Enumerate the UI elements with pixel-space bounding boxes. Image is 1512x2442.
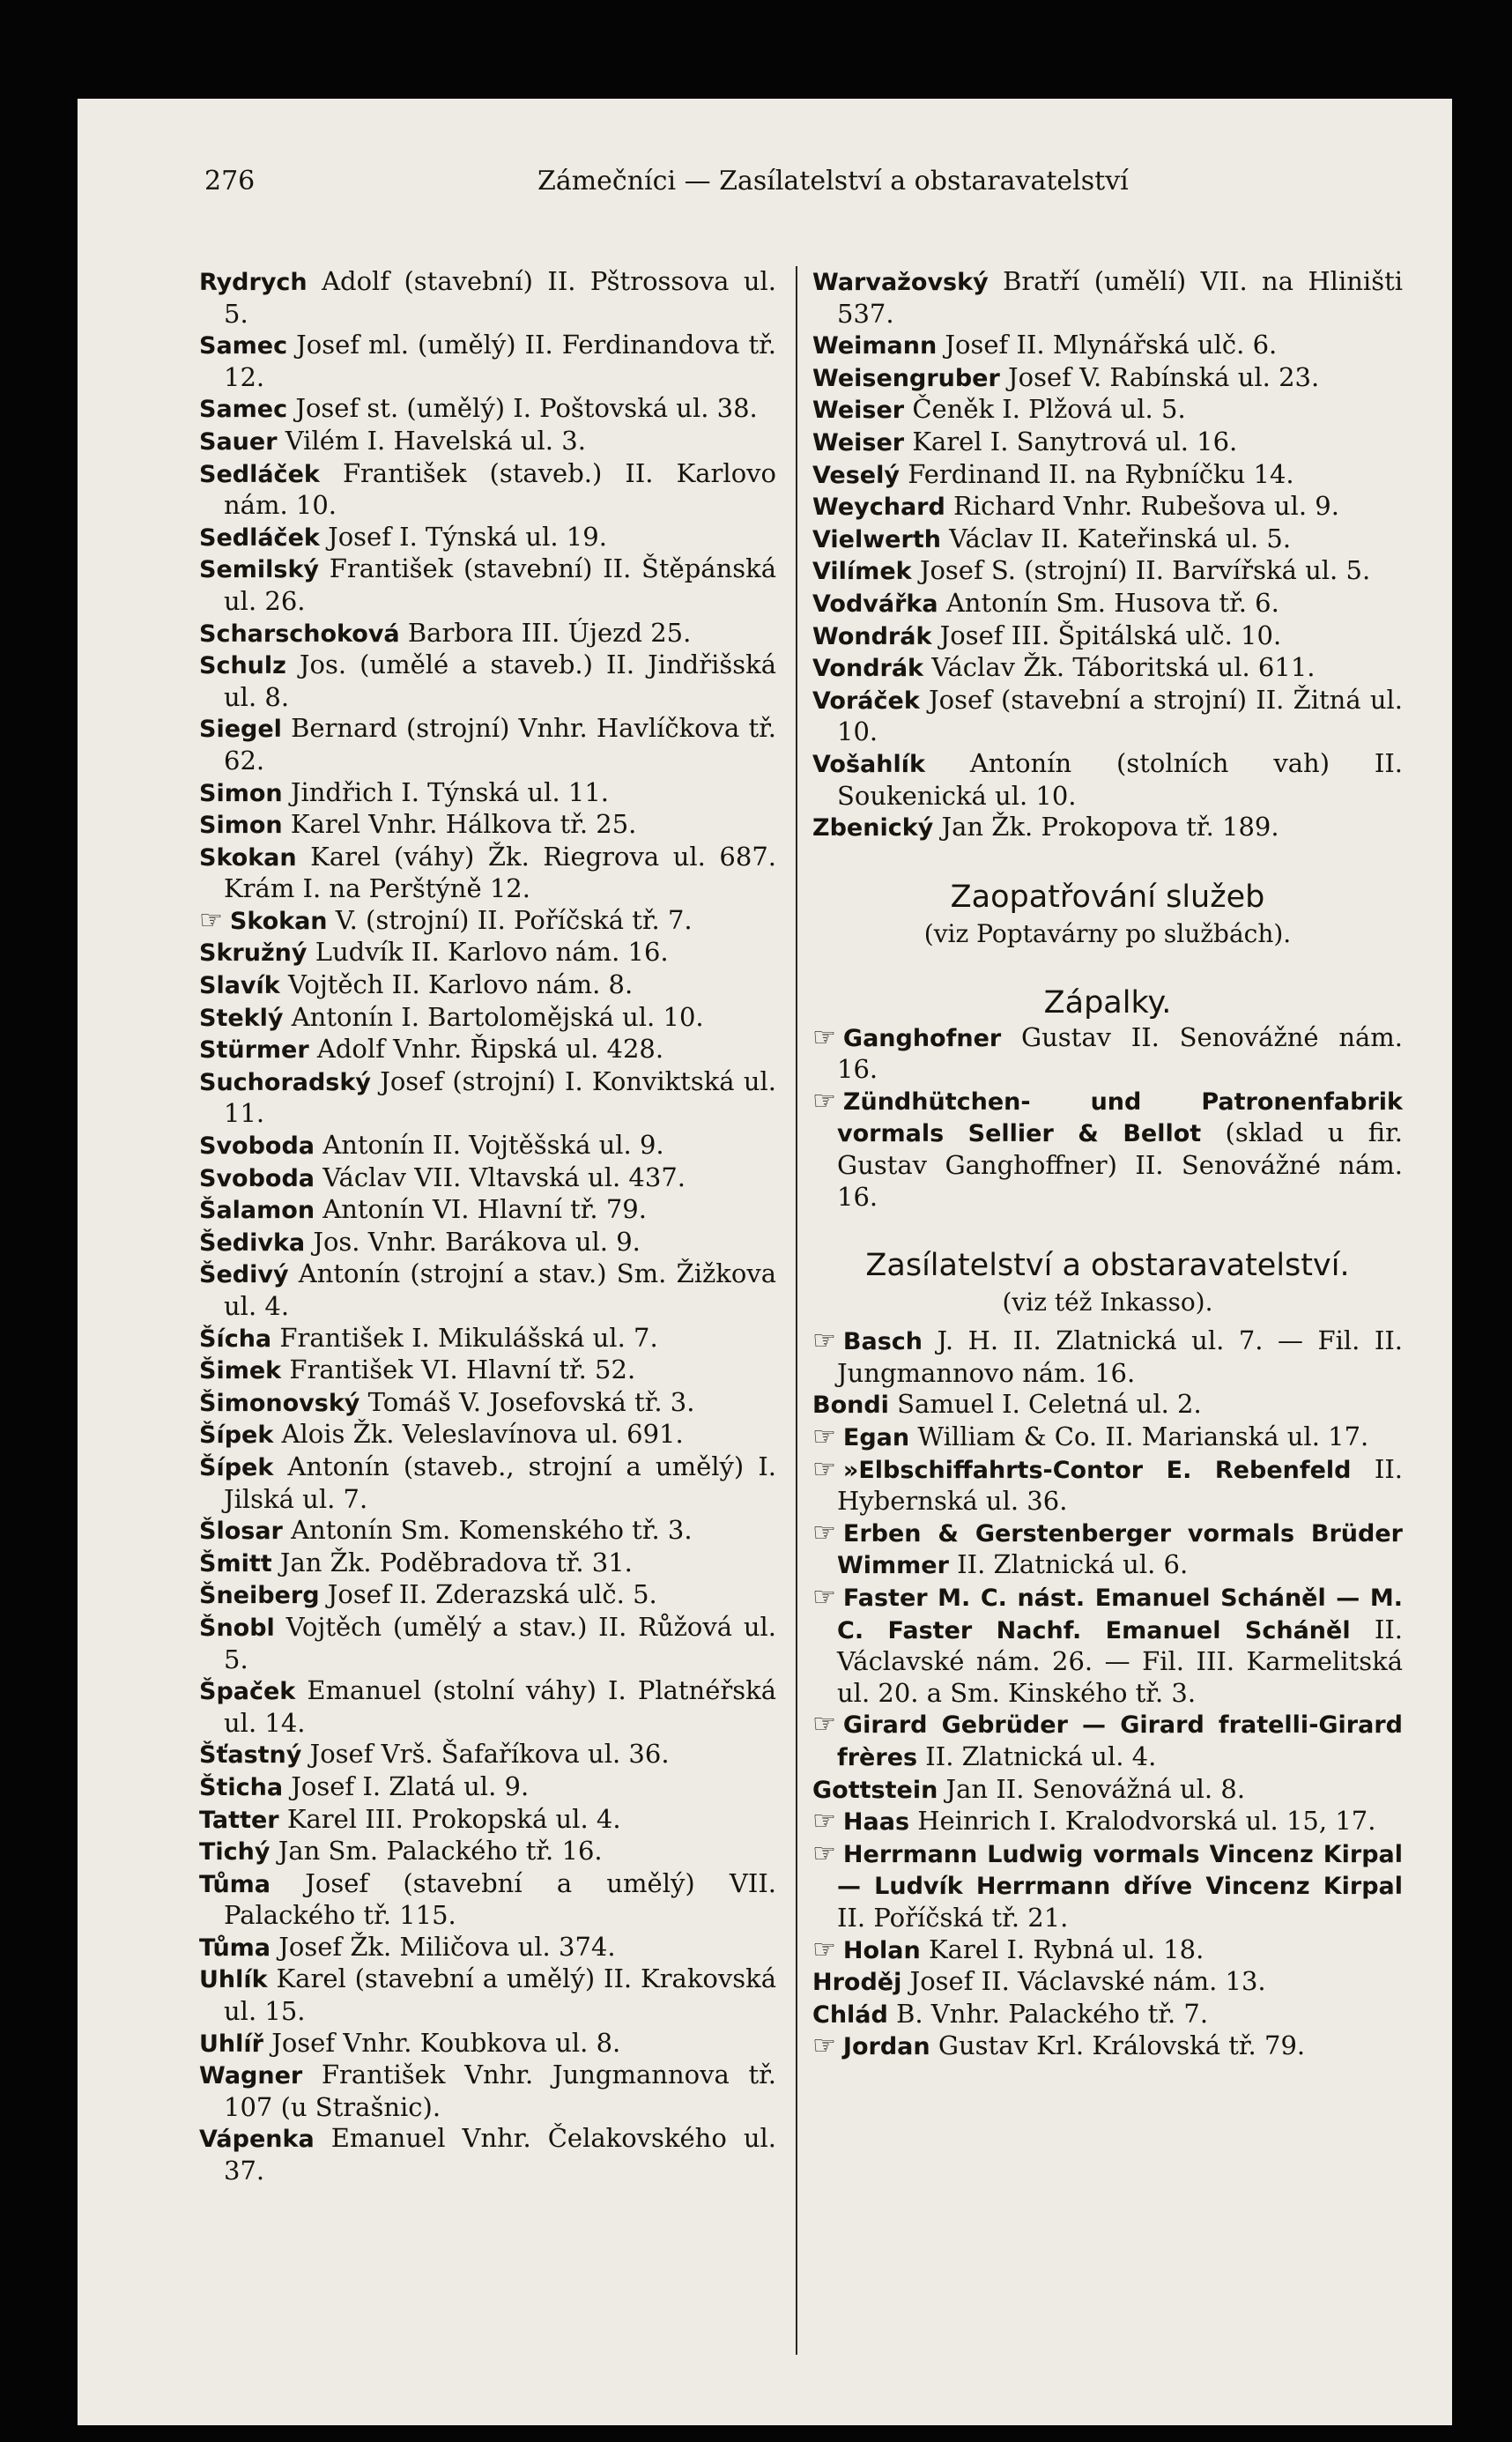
entry-name: Wagner (199, 2062, 303, 2090)
entry-name: Haas (842, 1808, 910, 1837)
entry-details: B. Vnhr. Palackého tř. 7. (896, 1998, 1209, 2029)
entry-details: Josef Vnhr. Koubkova ul. 8. (271, 2027, 621, 2058)
entry-name: Slavík (199, 972, 280, 1000)
entry-details: Josef (stavební a umělý) VII. Palackého tř. 115. (224, 1867, 777, 1931)
directory-entry (812, 555, 1403, 588)
entry-name: Šticha (199, 1773, 284, 1801)
entry-details: II. Václavské nám. 26. — Fil. III. Karmelitská ul. 20. a Sm. Kinského tř. 3. (837, 1614, 1403, 1708)
entry-name: Sedláček (199, 523, 320, 552)
entry-details: Antonín VI. Hlavní tř. 79. (322, 1194, 647, 1225)
directory-entry (812, 1838, 1403, 1934)
entry-details: František VI. Hlavní tř. 52. (289, 1355, 636, 1385)
directory-entry (812, 748, 1403, 812)
directory-entry (812, 459, 1403, 492)
entry-details: Václav Žk. Táboritská ul. 611. (931, 652, 1316, 683)
section-heading: Zápalky. (1043, 984, 1172, 1021)
directory-entry (199, 1258, 776, 1322)
directory-entry (199, 1804, 776, 1837)
entry-details: Josef S. (strojní) II. Barvířská ul. 5. (919, 555, 1371, 586)
directory-entry (199, 2123, 776, 2186)
directory-entry (199, 1227, 776, 1259)
entry-details: František (stavební) II. Štěpánská ul. 26. (224, 553, 776, 616)
directory-entry (199, 1579, 776, 1612)
entry-name: Šícha (199, 1325, 272, 1353)
column-divider (796, 266, 797, 2355)
entry-name: Vodvářka (812, 590, 938, 618)
directory-entry (812, 1999, 1403, 2031)
entry-name: Herrmann Ludwig vormals Vincenz Kirpal — Ludvík Herrmann dříve Vincenz Kirpal (837, 1840, 1403, 1901)
entry-name: Erben & Gerstenberger vormals Brüder Wimmer (837, 1519, 1403, 1580)
entry-details: (sklad u fir. Gustav Ganghoffner) II. Senovážné nám. 16. (837, 1117, 1404, 1212)
directory-entry (812, 812, 1403, 844)
entry-name: »Elbschiffahrts-Contor E. Rebenfeld (842, 1456, 1352, 1484)
directory-entry (812, 1454, 1403, 1518)
entry-details: Emanuel Vnhr. Čelakovského ul. 37. (224, 2123, 776, 2186)
directory-entry (199, 1771, 776, 1804)
entry-name: Faster M. C. nást. Emanuel Scháněl — M. C. Faster Nachf. Emanuel Scháněl (837, 1585, 1403, 1644)
entry-name: Tichý (199, 1838, 271, 1867)
entry-name: Uhlík (199, 1966, 268, 1994)
directory-entry (199, 1002, 776, 1035)
section-heading: Zasílatelství a obstaravatelství. (865, 1248, 1350, 1284)
entry-name: Sauer (199, 427, 278, 456)
entry-details: Josef V. Rabínská ul. 23. (1008, 361, 1320, 392)
entry-name: Egan (842, 1424, 910, 1452)
directory-entry (199, 1419, 776, 1451)
entry-name: Stürmer (199, 1036, 309, 1065)
entry-details: Ferdinand II. na Rybníčku 14. (908, 458, 1294, 489)
entry-name: Šneiberg (199, 1582, 320, 1610)
entry-details: Bernard (strojní) Vnhr. Havlíčkova tř. 62. (224, 713, 777, 776)
entry-details: Antonín Sm. Komenského tř. 3. (291, 1515, 693, 1546)
directory-entry (812, 1966, 1403, 1999)
entry-details: Jindřich I. Týnská ul. 11. (290, 776, 610, 807)
directory-entry (199, 1355, 776, 1387)
entry-name: Warvažovský (812, 269, 989, 296)
directory-entry (199, 842, 776, 905)
entry-name: Šlosar (199, 1518, 283, 1546)
pointing-hand-icon: ☞ (812, 1806, 836, 1837)
directory-entry (199, 1066, 776, 1130)
page-title: Zámečníci — Zasílatelství a obstaravatelství (537, 166, 1129, 197)
entry-details: Karel III. Prokopská ul. 4. (286, 1803, 621, 1834)
directory-entry (199, 1612, 776, 1675)
directory-entry (199, 809, 776, 842)
entry-name: Zündhütchen- und Patronenfabrik vormals Sellier & Bellot (837, 1087, 1403, 1148)
entry-name: Tatter (199, 1806, 279, 1834)
entry-name: Ganghofner (842, 1024, 1002, 1052)
pointing-hand-icon: ☞ (812, 1517, 836, 1548)
section-zasilatelstvi (812, 1246, 1403, 1318)
entry-details: František (staveb.) II. Karlovo nám. 10. (224, 457, 776, 521)
directory-entry (199, 426, 776, 458)
entry-details: Josef II. Václavské nám. 13. (909, 1966, 1266, 1997)
directory-entry (812, 1518, 1403, 1582)
entry-name: Šalamon (199, 1197, 315, 1225)
entry-name: Hroděj (812, 1969, 902, 1997)
directory-entry (199, 1963, 776, 2027)
entry-name: Tůma (199, 1870, 271, 1898)
entry-name: Skokan (199, 843, 297, 872)
directory-entry (812, 2030, 1403, 2063)
entry-details: Antonín I. Bartolomějská ul. 10. (291, 1001, 704, 1032)
entry-details: Čeněk I. Plžová ul. 5. (912, 394, 1186, 425)
directory-entry (199, 1739, 776, 1771)
entry-name: Gottstein (812, 1776, 938, 1804)
directory-entry (199, 969, 776, 1002)
entry-name: Holan (842, 1936, 921, 1964)
section-zaopatrovani (812, 878, 1403, 950)
entry-details: Antonín (staveb., strojní a umělý) I. Jilská ul. 7. (224, 1451, 777, 1514)
entry-name: Weiser (812, 397, 905, 425)
entry-name: Skružný (199, 939, 308, 968)
entry-details: Antonín (strojní a stav.) Sm. Žižkova ul. 4. (224, 1258, 776, 1321)
entry-details: Karel Vnhr. Hálkova tř. 25. (290, 809, 637, 840)
directory-entry (199, 458, 776, 522)
entry-name: Simon (199, 779, 283, 807)
entry-details: Emanuel (stolní váhy) I. Platnéřská ul. 14. (224, 1675, 776, 1738)
entry-name: Jordan (842, 2033, 930, 2061)
directory-entry (199, 713, 776, 776)
pointing-hand-icon: ☞ (812, 1325, 836, 1357)
directory-entry (199, 1515, 776, 1548)
entry-details: Josef I. Týnská ul. 19. (328, 521, 607, 552)
entry-details: II. Zlatnická ul. 4. (925, 1741, 1157, 1771)
pointing-hand-icon: ☞ (812, 1085, 836, 1117)
zapalky-entries (812, 1022, 1403, 1214)
pointing-hand-icon: ☞ (199, 904, 223, 936)
directory-entry (812, 652, 1403, 685)
right-entries (812, 266, 1403, 844)
directory-entry (812, 1421, 1403, 1454)
directory-entry (812, 427, 1403, 459)
entry-name: Wondrák (812, 622, 932, 650)
directory-entry (199, 649, 776, 713)
entry-details: Gustav II. Senovážné nám. 16. (837, 1021, 1404, 1085)
entry-details: Jan Žk. Poděbradova tř. 31. (279, 1547, 633, 1577)
entry-name: Weimann (812, 332, 938, 360)
directory-entry (199, 1162, 776, 1195)
directory-entry (812, 1774, 1403, 1807)
directory-entry (812, 1389, 1403, 1421)
directory-entry (812, 394, 1403, 427)
entry-name: Voráček (812, 687, 920, 715)
entry-name: Weychard (812, 494, 945, 522)
section-heading: Zaopatřování služeb (950, 879, 1265, 915)
pointing-hand-icon: ☞ (812, 1021, 836, 1053)
directory-entry (812, 1709, 1403, 1773)
pointing-hand-icon: ☞ (812, 2030, 836, 2062)
directory-entry (199, 1130, 776, 1162)
directory-entry (199, 905, 776, 938)
entry-name: Svoboda (199, 1164, 315, 1192)
entry-name: Bondi (812, 1392, 889, 1420)
entry-name: Sedláček (199, 460, 320, 488)
directory-entry (199, 1323, 776, 1355)
directory-entry (199, 2028, 776, 2060)
entry-details: Jos. Vnhr. Barákova ul. 9. (313, 1226, 641, 1257)
entry-name: Tůma (199, 1934, 271, 1962)
directory-entry (812, 362, 1403, 395)
pointing-hand-icon: ☞ (812, 1934, 836, 1965)
directory-entry (199, 1194, 776, 1227)
entry-details: Gustav Krl. Královská tř. 79. (938, 2030, 1306, 2061)
entry-details: Karel (stavební a umělý) II. Krakovská ul. 15. (224, 1963, 776, 2027)
entry-details: Vojtěch II. Karlovo nám. 8. (287, 969, 634, 1000)
entry-name: Šípek (199, 1453, 274, 1481)
entry-details: Samuel I. Celetná ul. 2. (897, 1389, 1202, 1420)
directory-entry (812, 1086, 1403, 1213)
entry-name: Vondrák (812, 655, 924, 683)
pointing-hand-icon: ☞ (812, 1421, 836, 1453)
entry-details: Josef Vrš. Šafaříkova ul. 36. (309, 1739, 670, 1770)
entry-details: Josef Žk. Miličova ul. 374. (278, 1931, 616, 1962)
directory-entry (199, 618, 776, 650)
entry-name: Simon (199, 812, 283, 840)
entry-details: II. Poříčská tř. 21. (837, 1902, 1069, 1933)
entry-name: Suchoradský (199, 1068, 371, 1096)
entry-details: Vojtěch (umělý a stav.) II. Růžová ul. 5. (224, 1611, 777, 1674)
entry-name: Vošahlík (812, 750, 925, 778)
entry-name: Scharschoková (199, 620, 400, 648)
entry-name: Šmitt (199, 1549, 272, 1577)
entry-details: Tomáš V. Josefovská tř. 3. (367, 1386, 695, 1417)
entry-name: Vielwerth (812, 525, 941, 553)
entry-name: Svoboda (199, 1132, 315, 1161)
entry-details: Josef (strojní) I. Konviktská ul. 11. (224, 1065, 777, 1129)
entry-name: Weiser (812, 428, 905, 456)
entry-details: Josef III. Špitálská ulč. 10. (939, 620, 1282, 650)
entry-details: II. Hybernská ul. 36. (837, 1453, 1404, 1517)
entry-name: Šťastný (199, 1741, 302, 1770)
directory-entry (199, 1868, 776, 1932)
right-column (812, 266, 1403, 2063)
entry-name: Rydrych (199, 269, 308, 296)
entry-details: J. H. II. Zlatnická ul. 7. — Fil. II. Jungmannovo nám. 16. (837, 1325, 1403, 1388)
directory-entry (199, 1387, 776, 1420)
entry-name: Šípek (199, 1421, 274, 1450)
entry-details: William & Co. II. Marianská ul. 17. (917, 1421, 1369, 1452)
entry-details: Richard Vnhr. Rubešova ul. 9. (953, 491, 1339, 522)
directory-entry (199, 1034, 776, 1066)
entry-details: František Vnhr. Jungmannova tř. 107 (u Strašnic). (224, 2060, 777, 2122)
entry-details: Heinrich I. Kralodvorská ul. 15, 17. (917, 1806, 1376, 1837)
entry-details: Antonín II. Vojtěšská ul. 9. (322, 1130, 664, 1161)
entry-name: Samec (199, 332, 288, 360)
entry-details: Jan II. Senovážná ul. 8. (945, 1773, 1246, 1804)
entry-details: Václav VII. Vltavská ul. 437. (322, 1162, 686, 1192)
entry-name: Šedivý (199, 1261, 289, 1289)
entry-details: Josef (stavební a strojní) II. Žitná ul. 10. (837, 684, 1404, 747)
section-note: (viz Poptavárny po službách). (923, 918, 1292, 948)
entry-details: Ludvík II. Karlovo nám. 16. (315, 937, 669, 968)
directory-entry (199, 393, 776, 426)
directory-entry (812, 1582, 1403, 1709)
entry-details: Adolf (stavební) II. Pštrossova ul. 5. (224, 266, 777, 329)
page-number: 276 (204, 166, 256, 197)
entry-details: V. (strojní) II. Poříčská tř. 7. (335, 904, 693, 935)
pointing-hand-icon: ☞ (812, 1453, 836, 1485)
pointing-hand-icon: ☞ (812, 1582, 836, 1613)
directory-entry (199, 266, 776, 330)
entry-details: Adolf Vnhr. Řipská ul. 428. (316, 1034, 664, 1065)
left-column (199, 266, 776, 2187)
entry-name: Šimonovský (199, 1389, 360, 1417)
directory-entry (812, 620, 1403, 653)
section-zapalky (812, 983, 1403, 1022)
directory-entry (199, 330, 776, 393)
entry-name: Špaček (199, 1678, 296, 1706)
entry-details: Karel (váhy) Žk. Riegrova ul. 687. Krám I. na Perštýně 12. (224, 841, 776, 904)
entry-name: Skokan (229, 907, 328, 935)
entry-details: Josef I. Zlatá ul. 9. (291, 1770, 530, 1801)
entry-name: Girard Gebrüder — Girard fratelli-Girard frères (837, 1711, 1403, 1771)
directory-entry (812, 1806, 1403, 1838)
directory-entry (812, 491, 1403, 523)
entry-name: Zbenický (812, 814, 934, 842)
directory-entry (199, 1451, 776, 1515)
entry-name: Schulz (199, 652, 286, 680)
directory-entry (199, 553, 776, 617)
entry-name: Šnobl (199, 1614, 275, 1642)
entry-details: Josef st. (umělý) I. Poštovská ul. 38. (295, 393, 758, 424)
entry-details: Vilém I. Havelská ul. 3. (285, 425, 586, 456)
directory-entry (812, 330, 1403, 362)
directory-entry (199, 2060, 776, 2123)
directory-entry (199, 1548, 776, 1580)
section-note: (viz též Inkasso). (1002, 1288, 1213, 1317)
entry-details: Antonín (stolních vah) II. Soukenická ul. 10. (837, 747, 1403, 811)
entry-details: Barbora III. Újezd 25. (407, 617, 692, 648)
entry-details: Jan Žk. Prokopova tř. 189. (941, 812, 1279, 842)
directory-entry (812, 1022, 1403, 1086)
entry-name: Šimek (199, 1357, 282, 1385)
entry-name: Chlád (812, 2000, 888, 2029)
entry-details: Alois Žk. Veleslavínova ul. 691. (281, 1419, 684, 1450)
directory-entry (812, 588, 1403, 620)
entry-details: II. Zlatnická ul. 6. (957, 1549, 1189, 1580)
entry-details: Karel I. Sanytrová ul. 16. (912, 426, 1238, 456)
entry-name: Basch (842, 1328, 923, 1356)
entry-name: Veselý (812, 461, 900, 489)
directory-entry (199, 1932, 776, 1964)
entry-name: Šedivka (199, 1228, 306, 1257)
directory-entry (199, 1675, 776, 1739)
entry-name: Samec (199, 396, 288, 424)
zasilatelstvi-entries (812, 1325, 1403, 2063)
entry-name: Semilský (199, 556, 320, 584)
entry-details: Karel I. Rybná ul. 18. (928, 1934, 1204, 1964)
pointing-hand-icon: ☞ (812, 1709, 836, 1741)
entry-details: Jan Sm. Palackého tř. 16. (278, 1836, 603, 1867)
entry-details: Bratří (umělí) VII. na Hliništi 537. (837, 266, 1403, 329)
directory-entry (812, 523, 1403, 556)
entry-details: Josef II. Zderazská ulč. 5. (327, 1579, 657, 1610)
entry-name: Vilímek (812, 558, 912, 586)
directory-entry (812, 266, 1403, 330)
entry-name: Siegel (199, 716, 282, 744)
entry-details: Jos. (umělé a staveb.) II. Jindřišská ul. 8. (224, 649, 776, 712)
directory-entry (199, 937, 776, 969)
entry-name: Vápenka (199, 2126, 315, 2154)
entry-details: František I. Mikulášská ul. 7. (279, 1322, 658, 1353)
directory-entry (199, 522, 776, 554)
directory-entry (812, 1325, 1403, 1389)
entry-details: Václav II. Kateřinská ul. 5. (949, 523, 1292, 553)
entry-details: Antonín Sm. Husova tř. 6. (945, 587, 1279, 618)
entry-details: Josef ml. (umělý) II. Ferdinandova tř. 12. (224, 330, 776, 392)
entry-details: Josef II. Mlynářská ulč. 6. (945, 330, 1278, 360)
directory-entry (812, 1934, 1403, 1967)
entry-name: Uhlíř (199, 2030, 263, 2058)
entry-name: Steklý (199, 1004, 284, 1032)
directory-entry (199, 777, 776, 810)
directory-entry (812, 685, 1403, 748)
directory-entry (199, 1836, 776, 1868)
entry-name: Weisengruber (812, 364, 1000, 392)
pointing-hand-icon: ☞ (812, 1837, 836, 1869)
